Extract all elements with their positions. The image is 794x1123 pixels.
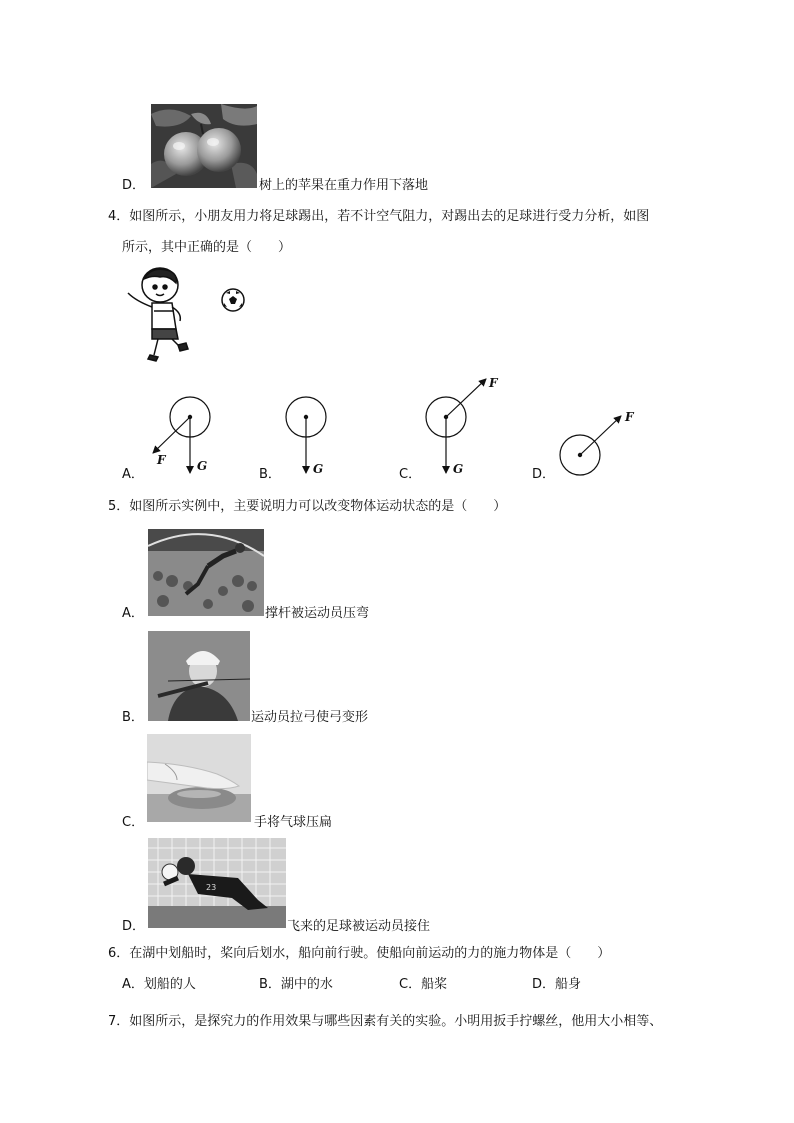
q3-option-d-caption: 树上的苹果在重力作用下落地 — [259, 178, 429, 193]
q4-option-a: A． — [122, 467, 144, 482]
q5-option-c-letter: C． — [122, 815, 145, 830]
diagram-c — [426, 379, 486, 473]
q6-option-c-letter: C． — [399, 977, 422, 992]
q5-stem: 5．如图所示实例中，主要说明力可以改变物体运动状态的是（ ） — [108, 499, 507, 514]
q6-option-a-text: 划船的人 — [143, 977, 196, 992]
q4-option-c: C． — [399, 467, 422, 482]
q6-option-b — [259, 977, 333, 993]
q4-stem-line1: 4．如图所示，小朋友用力将足球踢出，若不计空气阻力，对踢出去的足球进行受力分析，如图 — [108, 209, 650, 224]
label-a-f: F — [157, 453, 166, 467]
label-c-f: F — [489, 376, 498, 390]
label-c-g: G — [453, 462, 464, 476]
q6-option-a — [122, 977, 196, 993]
q3-option-d-letter: D． — [122, 178, 146, 193]
goalkeeper-photo — [148, 838, 286, 928]
q6-option-d-letter: D． — [532, 977, 556, 992]
q6-option-a-letter: A． — [122, 977, 144, 992]
svg-text:23: 23 — [206, 883, 217, 892]
q5-option-d-caption: 飞来的足球被运动员接住 — [287, 919, 431, 934]
diagram-d — [560, 416, 621, 475]
q4-option-b: B． — [259, 467, 281, 482]
label-d-f: F — [625, 410, 634, 424]
q6-option-d-text: 船身 — [555, 977, 582, 992]
q5-option-c-caption: 手将气球压扁 — [254, 815, 333, 830]
kid-kicking-illustration — [124, 263, 250, 363]
q4-stem-line2: 所示，其中正确的是（ ） — [122, 240, 292, 255]
balloon-photo — [147, 734, 251, 822]
q6-stem: 6．在湖中划船时，桨向后划水，船向前行驶。使船向前运动的力的施力物体是（ ） — [108, 946, 611, 961]
apple-photo — [151, 104, 257, 188]
pole-vault-photo — [148, 526, 264, 616]
q5-option-b-caption: 运动员拉弓使弓变形 — [251, 710, 369, 725]
q6-option-d — [532, 977, 581, 993]
q5-option-d-letter: D． — [122, 919, 146, 934]
q5-option-b-letter: B． — [122, 710, 144, 725]
q6-option-b-letter: B． — [259, 977, 281, 992]
archer-photo — [148, 631, 250, 721]
q6-option-c-text: 船桨 — [421, 977, 448, 992]
q4-option-d: D． — [532, 467, 556, 482]
q6-option-c — [399, 977, 447, 993]
q5-option-a-letter: A． — [122, 606, 144, 621]
label-a-g: G — [197, 459, 208, 473]
force-diagrams — [0, 370, 794, 480]
q5-option-a-caption: 撑杆被运动员压弯 — [265, 606, 370, 621]
label-b-g: G — [313, 462, 324, 476]
q7-stem: 7．如图所示，是探究力的作用效果与哪些因素有关的实验。小明用扳手拧螺丝，他用大小相等、 — [108, 1014, 663, 1029]
q6-option-b-text: 湖中的水 — [280, 977, 333, 992]
